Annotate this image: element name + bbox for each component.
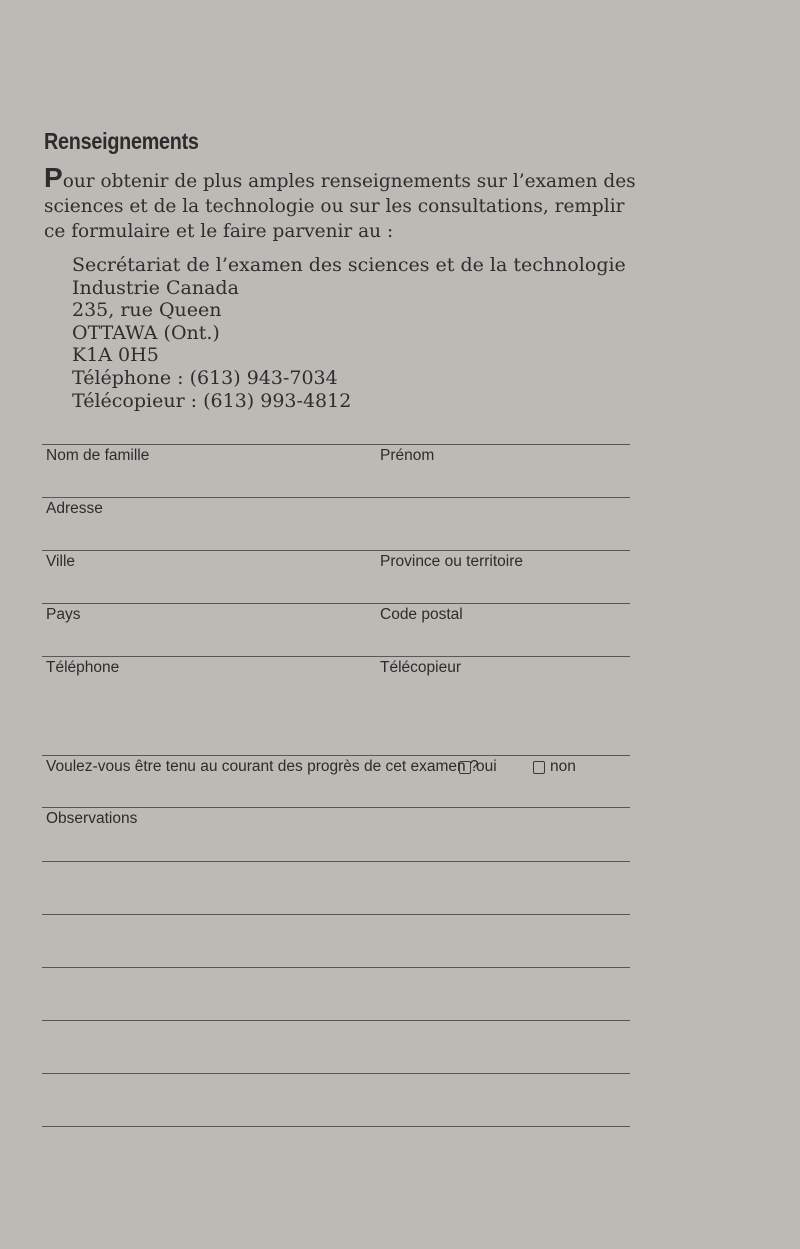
no-checkbox[interactable] [533,758,576,776]
observations-line[interactable] [42,914,630,915]
country-postal-field[interactable] [42,603,630,604]
postal-code-label: Code postal [380,606,463,623]
observations-line[interactable] [42,1020,630,1021]
intro-text: our obtenir de plus amples renseignements sur l’examen des sciences et de la technologie ou sur les consultations, remplir ce formulaire et le faire parvenir au : [44,171,636,242]
fax-label: Télécopieur [380,659,461,676]
page-heading: Renseignements [44,128,199,154]
observations-line[interactable] [42,967,630,968]
observations-line[interactable] [42,1073,630,1074]
intro-paragraph [44,162,644,244]
observations-line[interactable] [42,1126,630,1127]
updates-question-rule [42,755,630,756]
updates-question-label: Voulez-vous être tenu au courant des progrès de cet examen ? [46,758,479,775]
country-label: Pays [46,606,81,623]
observations-label: Observations [46,810,138,827]
last-name-label: Nom de famille [46,447,150,464]
first-name-label: Prénom [380,447,435,464]
yes-label: oui [476,758,497,775]
address-field[interactable] [42,497,630,498]
intro-dropcap: P [44,162,63,193]
no-label: non [550,758,576,775]
city-province-field[interactable] [42,550,630,551]
checkbox-icon [459,761,471,774]
address-line-street: 235, rue Queen [72,299,222,322]
address-line-city: OTTAWA (Ont.) [72,321,220,344]
address-line-postal: K1A 0H5 [72,344,159,367]
checkbox-icon [533,761,545,774]
phone-label: Téléphone [46,659,120,676]
address-line-secretariat: Secrétariat de l’examen des sciences et de la technologie [72,254,626,276]
observations-field[interactable] [42,807,630,808]
address-line-fax: Télécopieur : (613) 993-4812 [72,389,352,412]
province-label: Province ou territoire [380,553,524,570]
address-label: Adresse [46,500,103,517]
phone-fax-field[interactable] [42,656,630,657]
mailing-address [72,254,626,412]
address-line-department: Industrie Canada [72,276,239,299]
observations-line[interactable] [42,861,630,862]
yes-checkbox[interactable] [459,758,497,776]
city-label: Ville [46,553,76,570]
address-line-phone: Téléphone : (613) 943-7034 [72,366,338,389]
last-name-field[interactable] [42,444,630,445]
